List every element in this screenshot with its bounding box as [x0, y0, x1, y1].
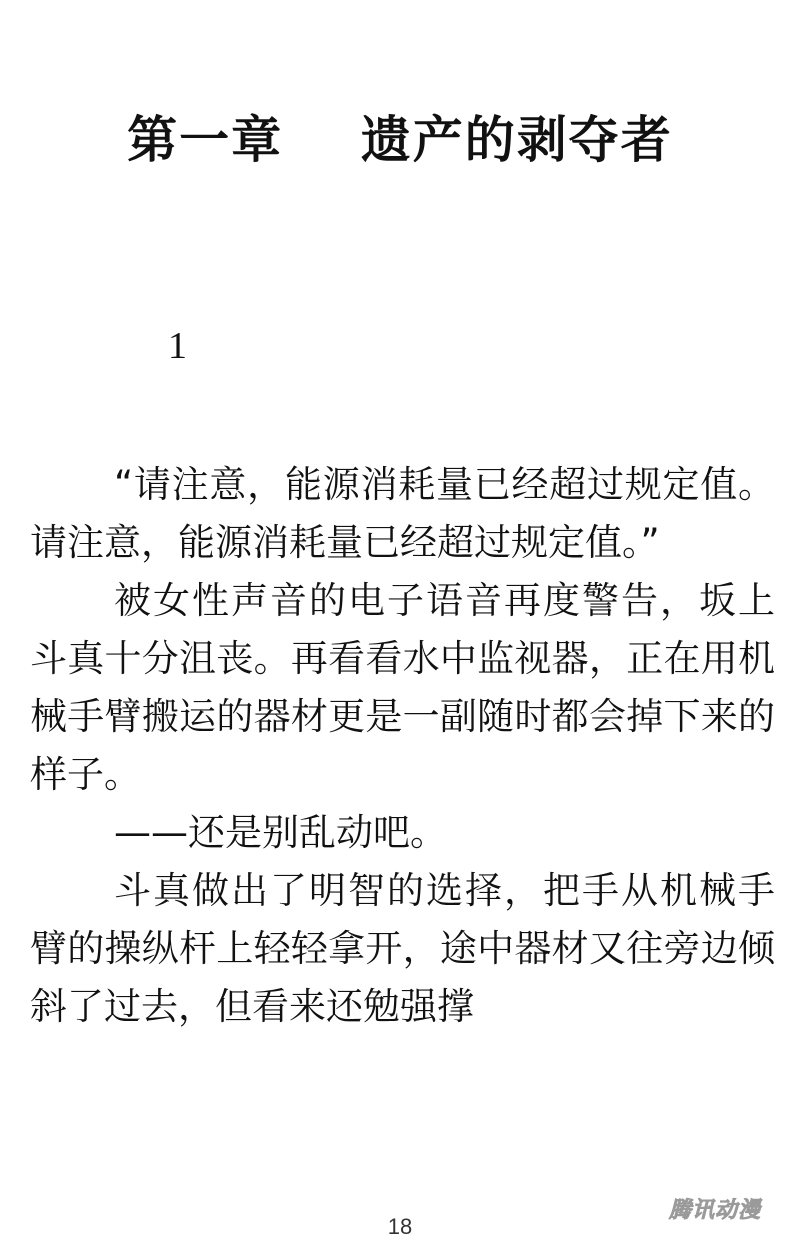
paragraph: “请注意，能源消耗量已经超过规定值。请注意，能源消耗量已经超过规定值。”	[30, 463, 775, 564]
chapter-title: 第一章 遗产的剥夺者	[127, 110, 673, 169]
paragraph: 斗真做出了明智的选择，把手从机械手臂的操纵杆上轻轻拿开，途中器材又往旁边倾斜了过去，但看来还勉强撑	[30, 869, 775, 1028]
watermark-logo-text: 腾讯动漫	[668, 1198, 762, 1223]
body-text	[30, 456, 775, 1036]
paragraph: 被女性声音的电子语音再度警告，坂上斗真十分沮丧。再看看水中监视器，正在用机械手臂搬运的器材更是一副随时都会掉下来的样子。	[30, 579, 775, 796]
section-number: 1	[168, 325, 187, 367]
paragraph: ——还是别乱动吧。	[114, 811, 447, 854]
page-number: 18	[387, 1214, 413, 1239]
watermark-logo	[656, 1194, 774, 1224]
